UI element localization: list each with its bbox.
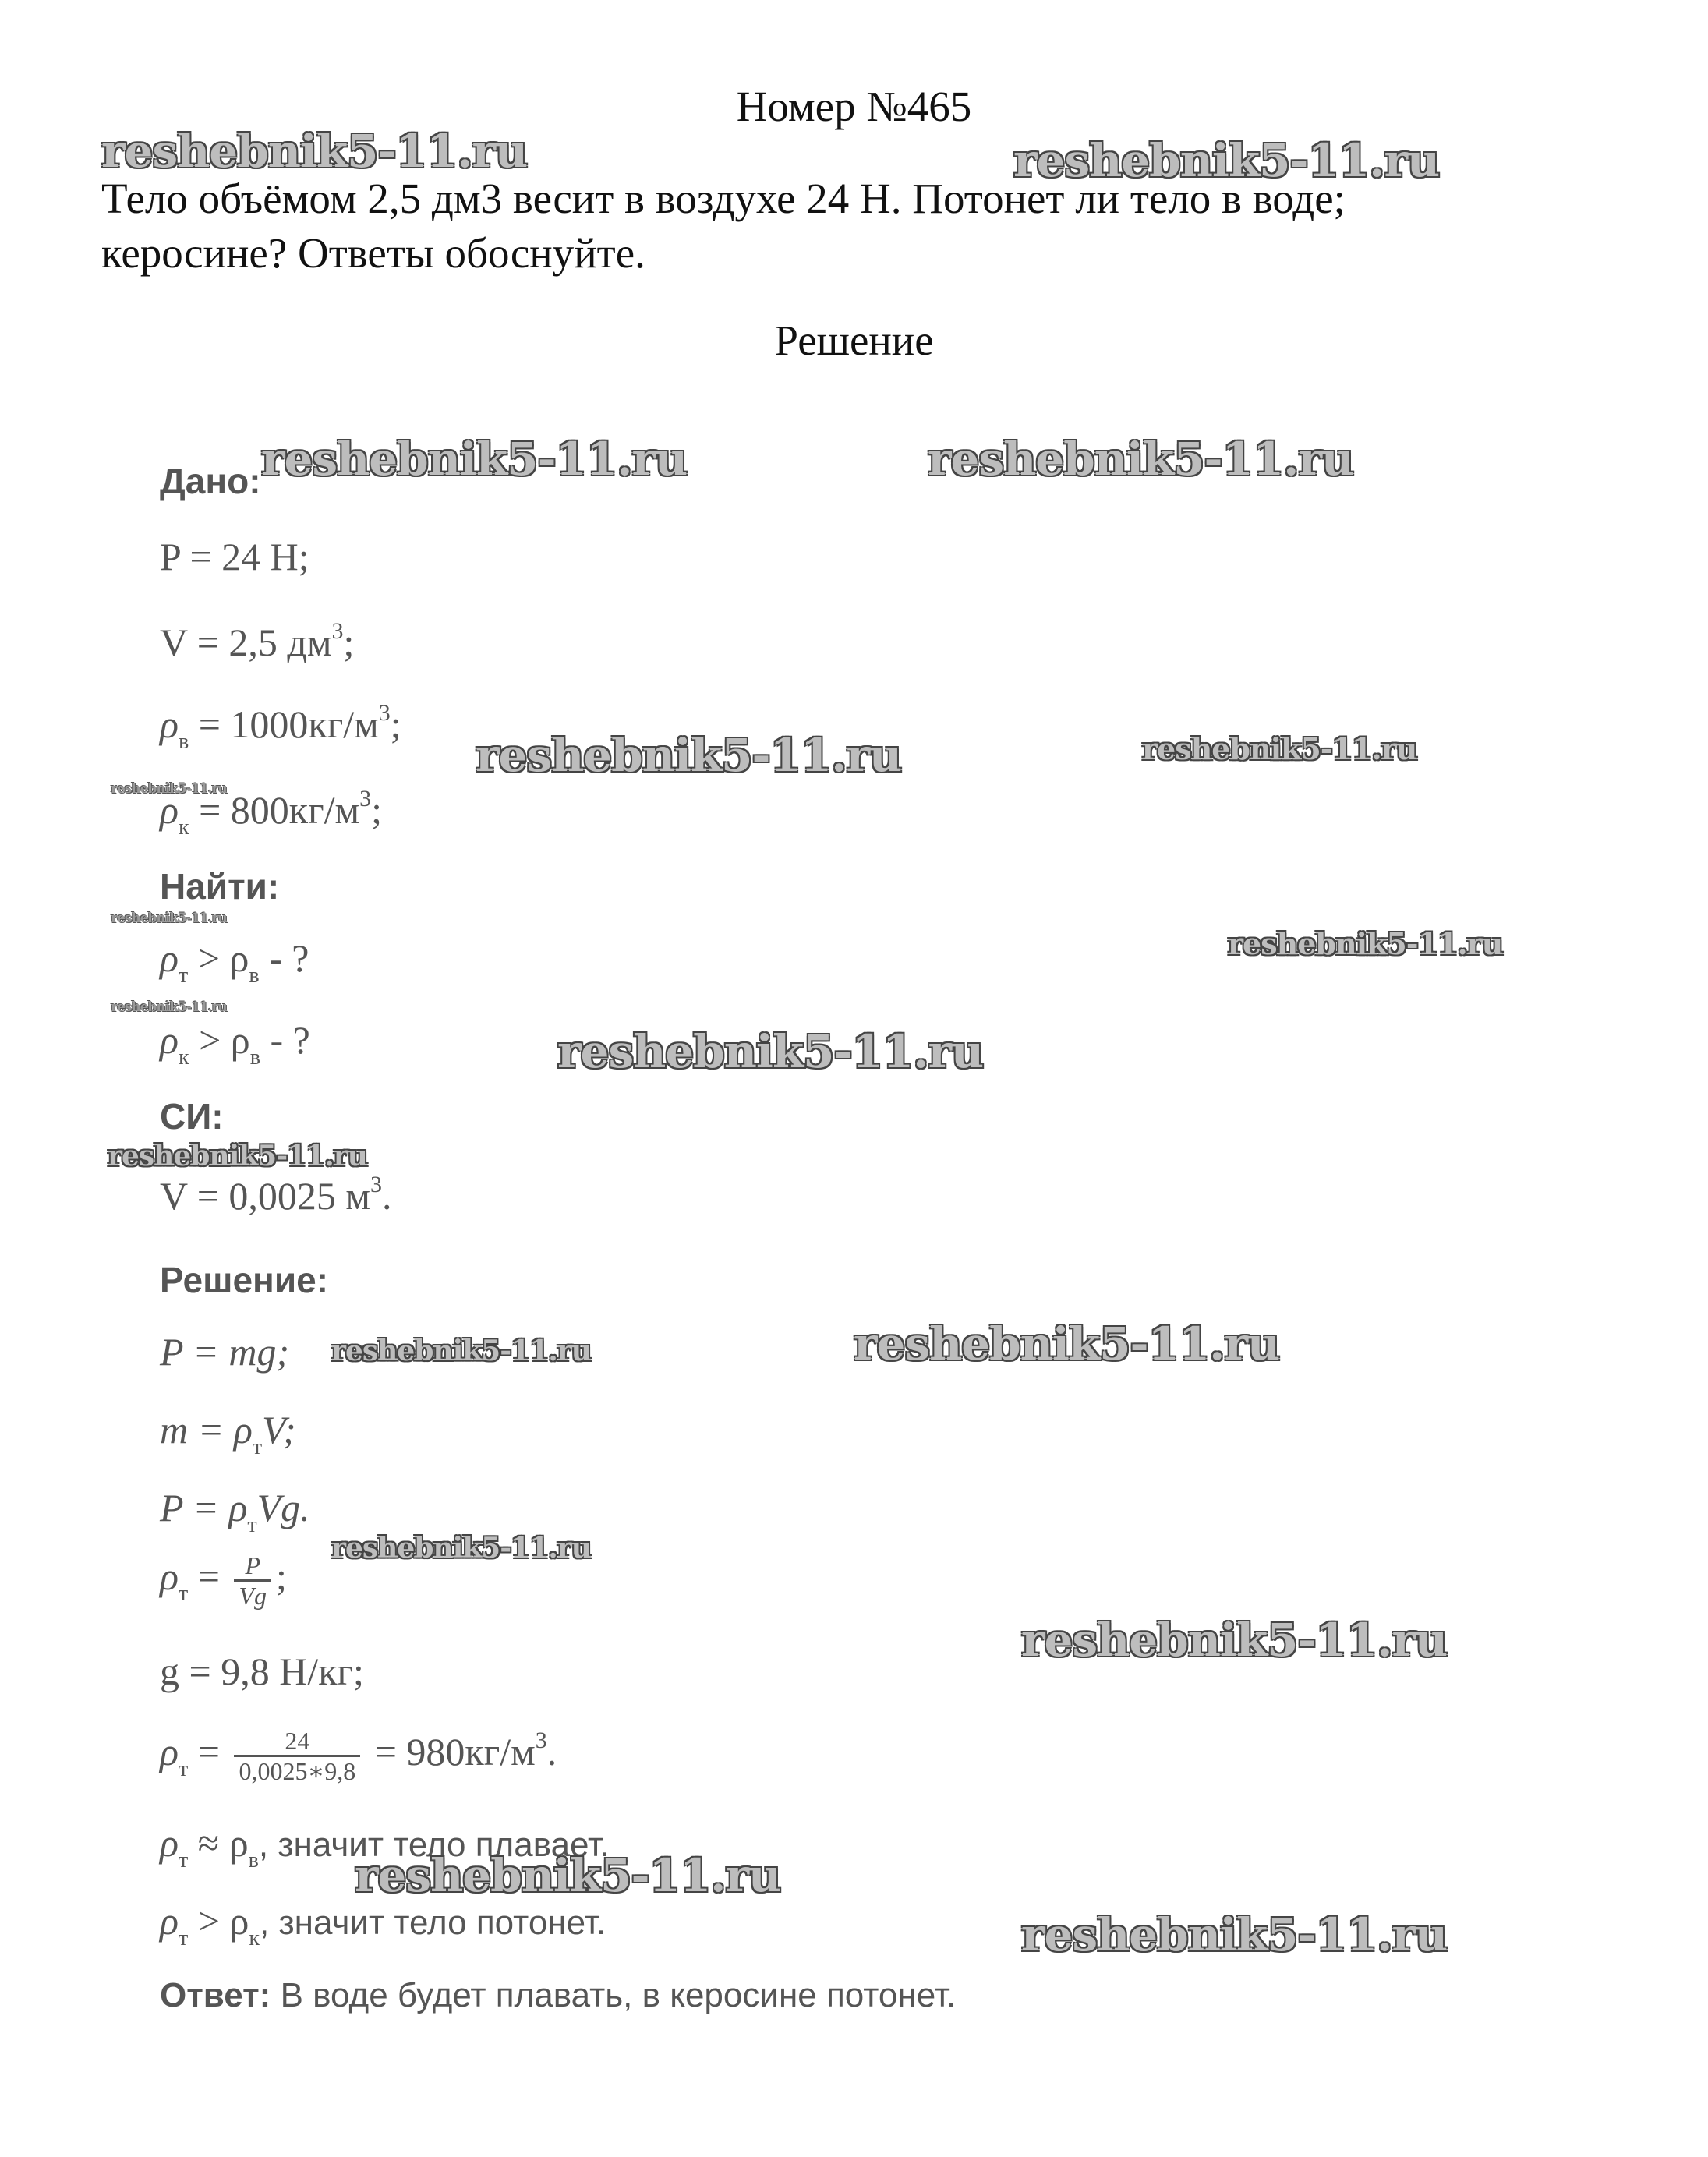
equation-4 — [160, 1551, 287, 1610]
solution-label: Решение: — [160, 1260, 329, 1300]
answer-text: В воде будет плавать, в керосине потонет. — [271, 1976, 957, 2014]
conclusion-text: , значит тело плавает. — [258, 1826, 610, 1864]
value: = 1000кг/м — [189, 702, 379, 746]
denominator: 0,0025∗9,8 — [234, 1755, 360, 1785]
watermark: reshebnik5-11.ru — [476, 729, 902, 782]
problem-statement — [101, 171, 1582, 281]
equation-3 — [160, 1485, 310, 1537]
superscript: 3 — [370, 1172, 383, 1197]
rho-symbol: ρ — [160, 936, 179, 980]
superscript: 3 — [331, 618, 344, 644]
punct: ; — [276, 1554, 287, 1598]
numerator: P — [245, 1551, 260, 1579]
subscript: т — [179, 1926, 189, 1950]
watermark: reshebnik5-11.ru — [111, 911, 227, 926]
punct: . — [546, 1729, 557, 1773]
subscript: в — [179, 730, 189, 754]
subscript: т — [179, 1756, 189, 1781]
operator: = — [188, 1554, 230, 1598]
watermark: reshebnik5-11.ru — [108, 1140, 367, 1172]
watermark: reshebnik5-11.ru — [854, 1317, 1280, 1370]
given-volume-text: V = 2,5 дм — [160, 621, 332, 664]
value: = 800кг/м — [189, 788, 360, 832]
watermark: reshebnik5-11.ru — [111, 781, 227, 797]
watermark: reshebnik5-11.ru — [331, 1335, 591, 1367]
equation-text: V; — [262, 1408, 296, 1452]
operator: > ρ — [188, 936, 249, 980]
conclusion-text: , значит тело потонет. — [260, 1904, 606, 1942]
page-title: Номер №465 — [736, 83, 972, 130]
watermark: reshebnik5-11.ru — [331, 1532, 591, 1565]
watermark: reshebnik5-11.ru — [1021, 1614, 1448, 1667]
given-label: Дано: — [160, 461, 261, 501]
subscript: т — [247, 1513, 257, 1537]
superscript: 3 — [378, 700, 391, 726]
si-volume-text: V = 0,0025 м — [160, 1174, 371, 1218]
subscript: к — [249, 1926, 260, 1950]
equation-6 — [160, 1727, 557, 1785]
fraction — [234, 1727, 360, 1785]
result: = 980кг/м — [365, 1729, 536, 1773]
given-water-density — [160, 700, 401, 754]
find-label: Найти: — [160, 866, 280, 907]
equation-5 — [160, 1649, 364, 1694]
watermark: reshebnik5-11.ru — [1021, 1908, 1448, 1961]
equation-1 — [160, 1329, 289, 1374]
punct: . — [382, 1174, 392, 1218]
tail: - ? — [259, 936, 309, 980]
subscript: в — [249, 1045, 260, 1070]
equation-text: m = ρ — [160, 1408, 253, 1452]
watermark: reshebnik5-11.ru — [355, 1849, 781, 1902]
punct: ; — [371, 788, 383, 832]
equation-text: P = mg; — [160, 1330, 290, 1374]
find-item-1 — [160, 935, 309, 988]
watermark: reshebnik5-11.ru — [1013, 134, 1440, 187]
punct: ; — [390, 702, 401, 746]
subscript: т — [179, 1581, 189, 1606]
watermark: reshebnik5-11.ru — [101, 125, 528, 178]
operator: > ρ — [189, 1018, 250, 1062]
equation-2 — [160, 1407, 296, 1459]
watermark: reshebnik5-11.ru — [928, 433, 1354, 486]
find-item-2 — [160, 1017, 310, 1070]
answer — [160, 1976, 956, 2015]
subscript: т — [179, 964, 189, 988]
watermark: reshebnik5-11.ru — [557, 1025, 984, 1078]
si-volume — [160, 1173, 392, 1218]
problem-line-2: керосине? Ответы обоснуйте. — [101, 229, 645, 277]
rho-symbol: ρ — [160, 1899, 179, 1943]
solution-heading: Решение — [774, 316, 934, 364]
fraction — [234, 1551, 271, 1610]
subscript: т — [179, 1848, 189, 1872]
subscript: в — [248, 1848, 259, 1872]
subscript: к — [179, 815, 189, 840]
rho-symbol: ρ — [160, 788, 179, 832]
subscript: в — [249, 964, 260, 988]
watermark: reshebnik5-11.ru — [1228, 926, 1503, 961]
denominator: Vg — [234, 1579, 271, 1610]
tail: - ? — [260, 1018, 310, 1062]
given-weight — [160, 534, 309, 579]
operator: > ρ — [188, 1899, 249, 1943]
equation-text: P = ρ — [160, 1486, 248, 1529]
watermark: reshebnik5-11.ru — [111, 999, 227, 1015]
given-volume — [160, 620, 354, 665]
rho-symbol: ρ — [160, 1018, 179, 1062]
answer-label: Ответ: — [160, 1976, 271, 2014]
rho-symbol: ρ — [160, 1554, 179, 1598]
operator: = — [188, 1729, 230, 1773]
numerator: 24 — [285, 1727, 310, 1755]
superscript: 3 — [359, 786, 372, 812]
conclusion-2 — [160, 1898, 606, 1950]
given-weight-text: P = 24 Н; — [160, 535, 309, 578]
punct: ; — [343, 621, 355, 664]
subscript: т — [252, 1435, 263, 1459]
watermark: reshebnik5-11.ru — [1142, 731, 1417, 766]
problem-line-1: Тело объёмом 2,5 дм3 весит в воздухе 24 Н. Потонет ли тело в воде; — [101, 175, 1346, 222]
equation-text: Vg. — [256, 1486, 310, 1529]
operator: ≈ ρ — [188, 1821, 249, 1865]
equation-text: g = 9,8 Н/кг; — [160, 1650, 364, 1693]
watermark: reshebnik5-11.ru — [261, 433, 688, 486]
subscript: к — [179, 1045, 189, 1070]
superscript: 3 — [535, 1727, 547, 1753]
si-label: СИ: — [160, 1096, 224, 1137]
rho-symbol: ρ — [160, 702, 179, 746]
rho-symbol: ρ — [160, 1729, 179, 1773]
rho-symbol: ρ — [160, 1821, 179, 1865]
